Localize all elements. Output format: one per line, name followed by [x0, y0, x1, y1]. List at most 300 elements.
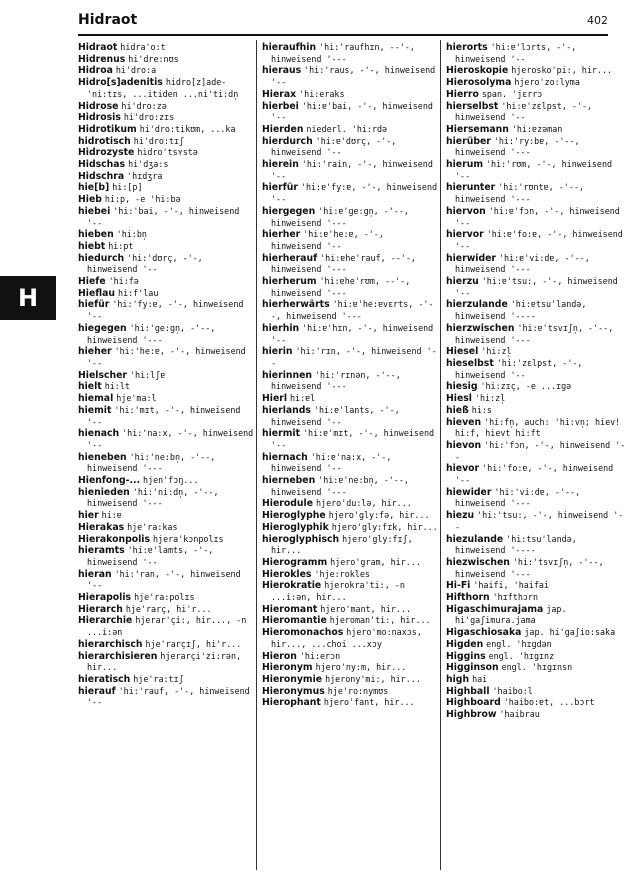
entry-pronunciation: hjero'fant, hir... — [323, 697, 415, 708]
entry-pronunciation: hjeroman'ti:, hir... — [329, 615, 431, 626]
dictionary-entry — [78, 136, 254, 148]
entry-headword: hierauf — [78, 685, 116, 697]
entry-headword: Hieromantie — [262, 615, 327, 627]
dictionary-column-2 — [262, 42, 438, 872]
dictionary-entry — [262, 569, 438, 581]
entry-pronunciation: 'hi:eraks — [299, 88, 345, 99]
page-header — [78, 12, 608, 34]
dictionary-entry — [446, 440, 626, 463]
entry-headword: hiesig — [446, 381, 478, 393]
entry-headword: hierselbst — [446, 100, 499, 112]
entry-pronunciation: 'hi:'tsu:, -'-, hinweisend '-- — [455, 510, 624, 532]
entry-pronunciation: hi'dro:tɪʃ — [133, 135, 185, 146]
entry-pronunciation: 'hi:ɐ'fy:ɐ, -'-, hinweisend '-- — [271, 182, 438, 205]
dictionary-entry — [78, 569, 254, 592]
dictionary-entry — [446, 697, 626, 709]
dictionary-entry — [262, 522, 438, 534]
dictionary-entry — [446, 276, 626, 299]
entry-pronunciation: hje'ra:polɪs — [134, 592, 195, 603]
entry-headword: hierdurch — [262, 135, 313, 147]
dictionary-entry — [446, 651, 626, 663]
entry-headword: Hidroa — [78, 65, 113, 77]
entry-headword: hiezu — [446, 510, 475, 522]
entry-headword: hiezwischen — [446, 556, 510, 568]
entry-headword: Hieroglyphik — [262, 521, 329, 533]
entry-pronunciation: 'hi:'fy:ɐ, -'-, hinweisend '-- — [87, 299, 244, 322]
entry-pronunciation: 'haibrau — [499, 709, 540, 720]
dictionary-entry — [446, 639, 626, 651]
entry-headword: Hierogramm — [262, 556, 328, 568]
dictionary-entry — [78, 475, 254, 487]
dictionary-entry — [262, 229, 438, 252]
entry-headword: hierneben — [262, 475, 316, 487]
entry-headword: hiermit — [262, 428, 301, 440]
entry-pronunciation: hjero'zo:lyma — [514, 77, 580, 88]
entry-headword: Hierden — [262, 123, 304, 135]
entry-pronunciation: hi:[p] — [112, 182, 143, 193]
entry-headword: hieramts — [78, 545, 125, 557]
entry-headword: Hidrose — [78, 100, 119, 112]
entry-headword: Hierophant — [262, 697, 321, 709]
entry-pronunciation: 'haibo:l — [492, 685, 533, 696]
entry-headword: hier — [78, 510, 99, 522]
entry-headword: hierum — [446, 159, 484, 171]
entry-pronunciation: hi:ɐ — [101, 510, 122, 521]
dictionary-entry — [446, 534, 626, 557]
entry-pronunciation: 'hi:ɐ'vi:dɐ, -'--, hinweisend '--- — [455, 252, 590, 275]
dictionary-entry — [446, 674, 626, 686]
entry-pronunciation: 'hi:'rʊntɐ, -'--, hinweisend '--- — [455, 182, 584, 205]
entry-headword: hiebei — [78, 205, 111, 217]
entry-pronunciation: hjero'gly:fɪk, hir... — [331, 521, 438, 532]
entry-pronunciation: 'hi:fə — [108, 276, 139, 287]
dictionary-entry — [446, 101, 626, 124]
entry-headword: Hidrotikum — [78, 123, 137, 135]
entry-headword: hierherwärts — [262, 299, 330, 311]
dictionary-entry — [262, 697, 438, 709]
dictionary-entry — [262, 651, 438, 663]
dictionary-entry — [78, 229, 254, 241]
dictionary-entry — [262, 615, 438, 627]
entry-headword: hierhin — [262, 322, 300, 334]
dictionary-entry — [78, 241, 254, 253]
entry-pronunciation: 'haibo:ɐt, ...bɔrt — [503, 697, 595, 708]
entry-pronunciation: 'hi:'rain, -'-, hinweisend '-- — [271, 159, 433, 181]
dictionary-entry — [262, 393, 438, 405]
entry-pronunciation: 'hi:ɐhe'rauf, --'-, hinweisend '--- — [271, 252, 416, 275]
entry-pronunciation: hjero'mant, hir... — [320, 603, 412, 614]
dictionary-entry — [262, 124, 438, 136]
entry-headword: Hienfong-... — [78, 475, 141, 487]
dictionary-entry — [446, 42, 626, 65]
dictionary-entry — [262, 405, 438, 428]
entry-headword: hierlands — [262, 404, 311, 416]
header-rule — [78, 34, 608, 36]
dictionary-entry — [446, 65, 626, 77]
dictionary-entry — [78, 323, 254, 346]
dictionary-entry — [78, 604, 254, 616]
entry-headword: Hidrenus — [78, 53, 126, 65]
entry-headword: hieß — [446, 404, 469, 416]
dictionary-entry — [262, 42, 438, 65]
dictionary-entry — [446, 592, 626, 604]
entry-headword: hieran — [78, 568, 112, 580]
dictionary-entry — [446, 463, 626, 486]
entry-pronunciation: 'hi:'ran, -'-, hinweisend '-- — [87, 568, 241, 591]
entry-headword: Hieromonachos — [262, 627, 344, 639]
dictionary-entry — [78, 77, 254, 100]
dictionary-entry — [78, 124, 254, 136]
entry-headword: hiezulande — [446, 533, 504, 545]
dictionary-entry — [78, 112, 254, 124]
entry-headword: hierfür — [262, 182, 298, 194]
entry-pronunciation: 'hi:'raus, -'-, hinweisend '-- — [271, 65, 436, 88]
dictionary-entry — [446, 77, 626, 89]
entry-headword: hierein — [262, 159, 299, 171]
dictionary-entry — [78, 206, 254, 229]
entry-pronunciation: jap. hi'gaʃimura.jama — [455, 603, 567, 626]
dictionary-entry — [262, 299, 438, 322]
dictionary-entry — [446, 206, 626, 229]
entry-headword: hieratisch — [78, 673, 131, 685]
entry-headword: Hiefe — [78, 276, 106, 288]
dictionary-entry — [78, 534, 254, 546]
entry-pronunciation: 'hi:'ge:gn̩, -'--, hinweisend '--- — [87, 322, 216, 345]
entry-headword: Hieb — [78, 194, 102, 206]
entry-headword: high — [446, 673, 470, 685]
dictionary-entry — [78, 487, 254, 510]
dictionary-entry — [78, 545, 254, 568]
entry-pronunciation: 'hi:'fɔn, -'-, hinweisend '-- — [455, 439, 626, 462]
entry-headword: hiegegen — [78, 322, 127, 334]
entry-pronunciation: hi'dro:a — [115, 65, 157, 76]
entry-pronunciation: hjero'gly:fɪʃ, hir... — [271, 533, 413, 556]
entry-headword: Hierokratie — [262, 580, 322, 592]
entry-pronunciation: hi'dro:zɪs — [123, 112, 175, 123]
entry-pronunciation: hi:s — [471, 404, 492, 415]
dictionary-entry — [446, 358, 626, 381]
entry-pronunciation: 'hi:zɪç, -e ...ɪgə — [480, 381, 572, 392]
dictionary-entry — [78, 101, 254, 113]
entry-pronunciation: 'hi:ɐ'he:ɐ, -'-, hinweisend '-- — [271, 229, 384, 251]
entry-pronunciation: engl. 'hɪgdən — [486, 638, 552, 649]
entry-headword: Hieronymie — [262, 673, 323, 685]
page-number: 402 — [587, 14, 608, 27]
entry-headword: hierbei — [262, 100, 299, 112]
entry-headword: Higginson — [446, 662, 499, 674]
dictionary-entry — [446, 627, 626, 639]
dictionary-entry — [262, 159, 438, 182]
entry-pronunciation: 'hi:ɐzəman — [511, 123, 563, 134]
entry-pronunciation: 'hi:'zɛlpst, -'-, hinweisend '-- — [455, 357, 583, 380]
entry-headword: hieraufhin — [262, 42, 317, 53]
entry-pronunciation: 'hi:ɐhe'rʊm, --'-, hinweisend '--- — [271, 276, 411, 298]
entry-headword: hiebt — [78, 240, 106, 252]
dictionary-entry — [262, 276, 438, 299]
entry-headword: hiergegen — [262, 205, 316, 217]
dictionary-entry — [262, 253, 438, 276]
entry-pronunciation: hjero'gram, hir... — [330, 556, 421, 567]
entry-pronunciation: 'hi:'ne:bn̩, -'--, hinweisend '--- — [87, 451, 216, 474]
dictionary-entry — [446, 487, 626, 510]
entry-pronunciation: hjerosko'pi:, hir... — [511, 65, 613, 76]
entry-headword: hidrotisch — [78, 135, 131, 147]
entry-headword: hie[b] — [78, 182, 110, 194]
entry-pronunciation: hi'dro:tikʊm, ...ka — [139, 123, 236, 134]
entry-pronunciation: hi:p, -e 'hi:bə — [104, 194, 181, 205]
entry-headword: Highball — [446, 685, 490, 697]
section-letter-tab: H — [0, 276, 56, 320]
entry-pronunciation: 'hi:'rauf, -'-, hinweisend '-- — [87, 685, 250, 708]
entry-headword: Hidraot — [78, 42, 118, 53]
entry-pronunciation: hi'dre:nʊs — [128, 53, 179, 64]
entry-pronunciation: engl. 'hɪgɪnsn — [501, 662, 573, 673]
dictionary-entry — [262, 136, 438, 159]
entry-headword: Hierax — [262, 88, 297, 100]
entry-headword: Hiesl — [446, 393, 472, 405]
dictionary-entry — [262, 346, 438, 369]
entry-headword: hieselbst — [446, 357, 494, 369]
entry-headword: hiewider — [446, 486, 492, 498]
entry-headword: hierorts — [446, 42, 488, 53]
entry-headword: hierzu — [446, 276, 479, 288]
entry-headword: hierinnen — [262, 369, 313, 381]
entry-headword: Highbrow — [446, 709, 497, 721]
entry-pronunciation: 'hi:'ry:bɐ, -'--, hinweisend '--- — [455, 135, 580, 158]
dictionary-entry — [78, 428, 254, 451]
entry-pronunciation: 'hi:'ni:dn̩, -'--, hinweisend '--- — [87, 486, 219, 509]
entry-headword: Highboard — [446, 697, 501, 709]
entry-headword: Hiersemann — [446, 123, 509, 135]
column-divider — [256, 40, 257, 870]
entry-headword: hierherauf — [262, 252, 318, 264]
entry-headword: Hierosolyma — [446, 77, 512, 89]
entry-pronunciation: hje'ro:nymʊs — [327, 685, 389, 696]
entry-headword: Hierapolis — [78, 592, 132, 604]
dictionary-entry — [78, 393, 254, 405]
dictionary-entry — [446, 417, 626, 440]
dictionary-entry — [446, 686, 626, 698]
entry-headword: Hidschra — [78, 170, 125, 182]
entry-pronunciation: 'haifi, 'haifai — [473, 580, 549, 591]
entry-headword: Hierro — [446, 88, 479, 100]
entry-pronunciation: hjero'ny:m, hir... — [315, 662, 407, 673]
entry-pronunciation: 'hi:ɐ'na:x, -'-, hinweisend '-- — [271, 451, 392, 474]
entry-headword: hiemal — [78, 393, 114, 405]
dictionary-entry — [446, 393, 626, 405]
entry-pronunciation: 'hi:ɐ'lants, -'-, hinweisend '-- — [271, 404, 400, 427]
entry-headword: hielt — [78, 381, 102, 393]
dictionary-entry — [78, 592, 254, 604]
entry-headword: hierarchisieren — [78, 650, 158, 662]
entry-headword: hierarchisch — [78, 638, 143, 650]
entry-pronunciation: niederl. 'hi:rdə — [306, 123, 388, 134]
entry-pronunciation: 'hi:fn̩, auch: 'hi:vn̩; hiev! hi:f, hievt hi:ft — [455, 416, 621, 439]
entry-pronunciation: 'hi:'he:ɐ, -'-, hinweisend '-- — [87, 346, 246, 368]
entry-pronunciation: hje'ra:tɪʃ — [133, 673, 184, 684]
entry-headword: hiervon — [446, 205, 486, 217]
entry-pronunciation: hje'ra:kas — [127, 521, 178, 532]
entry-pronunciation: 'hi:ɐ'tsu:, -'-, hinweisend '-- — [455, 276, 618, 298]
entry-pronunciation: hjen'fɔŋ... — [143, 475, 199, 486]
entry-headword: hierin — [262, 346, 293, 358]
entry-headword: hienach — [78, 428, 120, 440]
entry-headword: Hierokles — [262, 568, 312, 580]
entry-headword: Higgins — [446, 650, 486, 662]
dictionary-entry — [78, 288, 254, 300]
dictionary-entry — [446, 229, 626, 252]
entry-pronunciation: 'hi:'raufhɪn, --'-, hinweisend '--- — [271, 42, 415, 64]
dictionary-entry — [78, 405, 254, 428]
entry-headword: hiemit — [78, 404, 112, 416]
dictionary-entry — [262, 206, 438, 229]
entry-pronunciation: span. 'jɛrrɔ — [481, 88, 543, 99]
dictionary-entry — [262, 580, 438, 603]
dictionary-entry — [78, 615, 254, 638]
entry-headword: Hidrozyste — [78, 147, 135, 159]
entry-pronunciation: 'hi:lʃɐ — [129, 369, 166, 380]
entry-pronunciation: hi:ɐl — [290, 393, 316, 404]
entry-pronunciation: hje'rarç, hi'r... — [125, 603, 212, 614]
dictionary-entry — [262, 475, 438, 498]
dictionary-entry — [78, 651, 254, 674]
entry-headword: hieben — [78, 229, 114, 241]
entry-headword: hierunter — [446, 182, 496, 194]
entry-headword: Hierarch — [78, 603, 123, 615]
entry-headword: hieher — [78, 346, 112, 358]
dictionary-entry — [262, 452, 438, 475]
dictionary-entry — [446, 510, 626, 533]
dictionary-entry — [78, 276, 254, 288]
entry-pronunciation: 'hje:rokles — [314, 568, 370, 579]
entry-pronunciation: 'hi:bn̩ — [116, 229, 147, 240]
entry-headword: hieven — [446, 416, 482, 428]
dictionary-entry — [262, 534, 438, 557]
dictionary-entry — [446, 405, 626, 417]
entry-headword: Hierl — [262, 393, 288, 405]
entry-headword: Hieronymus — [262, 685, 325, 697]
dictionary-entry — [78, 42, 254, 54]
entry-pronunciation: 'hi:'tsvɪʃn̩, -'--, hinweisend '--- — [455, 556, 604, 579]
entry-headword: Hieronym — [262, 662, 313, 674]
dictionary-entry — [446, 136, 626, 159]
entry-pronunciation: jap. hi'gaʃio:saka — [524, 627, 616, 638]
dictionary-entry — [446, 159, 626, 182]
dictionary-entry — [446, 124, 626, 136]
dictionary-entry — [262, 89, 438, 101]
dictionary-entry — [78, 686, 254, 709]
entry-pronunciation: 'hi:'bai, -'-, hinweisend '-- — [87, 205, 240, 228]
entry-headword: hiervor — [446, 229, 484, 241]
dictionary-entry — [78, 346, 254, 369]
entry-headword: hienieden — [78, 486, 130, 498]
entry-pronunciation: 'hi:ɐ'mɪt, -'-, hinweisend '-- — [271, 428, 435, 450]
entry-pronunciation: hjera'kɔnpolɪs — [153, 533, 224, 544]
entry-pronunciation: 'hi:erɔn — [299, 650, 341, 661]
entry-headword: Hierakonpolis — [78, 533, 151, 545]
entry-pronunciation: 'hi:'fo:ɐ, -'-, hinweisend '-- — [455, 463, 614, 486]
dictionary-entry — [262, 65, 438, 88]
entry-pronunciation: hjero'mo:naxɔs, hir..., ...choi ...xɔy — [271, 627, 422, 649]
dictionary-entry — [78, 159, 254, 171]
page-title: Hidraot — [78, 12, 138, 28]
dictionary-entry — [262, 182, 438, 205]
dictionary-entry — [446, 182, 626, 205]
entry-headword: Hieroskopie — [446, 65, 509, 77]
entry-headword: Hiesel — [446, 346, 479, 358]
dictionary-entry — [446, 299, 626, 322]
dictionary-entry — [262, 686, 438, 698]
entry-headword: Hieflau — [78, 287, 116, 299]
entry-headword: hierüber — [446, 135, 491, 147]
entry-pronunciation: 'hi:ɐ'hɪn, -'-, hinweisend '-- — [271, 322, 434, 345]
entry-headword: hierwider — [446, 252, 497, 264]
entry-headword: hiernach — [262, 451, 308, 463]
entry-headword: Hieron — [262, 650, 297, 662]
column-divider — [440, 40, 441, 870]
dictionary-entry — [78, 171, 254, 183]
entry-pronunciation: 'hi:'rɪnən, -'--, hinweisend '--- — [271, 369, 401, 392]
entry-pronunciation: hjerony'mi:, hir... — [325, 673, 421, 684]
entry-headword: hieroglyphisch — [262, 533, 340, 545]
entry-headword: hieraus — [262, 65, 302, 77]
entry-pronunciation: engl. 'hɪgɪnz — [488, 650, 555, 661]
entry-pronunciation: 'hi:ɐ'ge:gn̩, -'--, hinweisend '--- — [271, 205, 409, 228]
dictionary-entry — [78, 299, 254, 322]
entry-pronunciation: hjerokra'ti:, -n ...i:ən, hir... — [271, 580, 405, 603]
entry-pronunciation: 'hi:ɐ'bai, -'-, hinweisend '-- — [271, 100, 433, 123]
entry-headword: Hierakas — [78, 521, 125, 533]
entry-headword: hieneben — [78, 451, 127, 463]
entry-pronunciation: 'hi:ɐ'fo:ɐ, -'-, hinweisend '-- — [455, 229, 623, 251]
entry-headword: hievor — [446, 463, 480, 475]
dictionary-entry — [78, 54, 254, 66]
dictionary-entry — [78, 674, 254, 686]
entry-pronunciation: 'hi:'dʊrç, -'-, hinweisend '-- — [87, 252, 203, 275]
dictionary-entry — [446, 89, 626, 101]
entry-headword: Hierarchie — [78, 615, 133, 627]
entry-pronunciation: hi:pt — [108, 240, 134, 251]
entry-headword: Higden — [446, 638, 484, 650]
entry-headword: hierher — [262, 229, 301, 241]
entry-pronunciation: hje'rarçɪʃ, hi'r... — [145, 638, 242, 649]
entry-headword: Hielscher — [78, 369, 128, 381]
entry-headword: Hidrosis — [78, 112, 121, 124]
dictionary-column-1 — [78, 42, 254, 872]
dictionary-entry — [262, 498, 438, 510]
dictionary-entry — [446, 557, 626, 580]
dictionary-entry — [78, 381, 254, 393]
entry-pronunciation: 'hɪdʒra — [127, 170, 163, 181]
entry-headword: hierzulande — [446, 299, 508, 311]
entry-pronunciation: hjerar'çi:, hir..., -n ...i:ən — [87, 615, 247, 638]
entry-pronunciation: hi'dro:zə — [121, 100, 167, 111]
dictionary-entry — [262, 604, 438, 616]
entry-pronunciation: 'hi:'mɪt, -'-, hinweisend '-- — [87, 404, 241, 427]
entry-pronunciation: 'hi:zl̩ — [481, 346, 512, 357]
entry-pronunciation: hi:lt — [104, 381, 130, 392]
entry-pronunciation: hjero'du:lə, hir... — [315, 498, 412, 509]
entry-pronunciation: 'hi:ɐ'zɛlpst, -'-, hinweisend '-- — [455, 100, 593, 123]
dictionary-entry — [446, 346, 626, 358]
dictionary-entry — [446, 709, 626, 721]
entry-pronunciation: 'hi:ɐ'he:ɐvɛrts, -'--, hinweisend '--- — [271, 299, 434, 322]
entry-headword: Hierodule — [262, 498, 314, 510]
entry-pronunciation: hai — [472, 673, 488, 684]
entry-headword: Hieroglyphe — [262, 510, 326, 522]
entry-headword: hierzwischen — [446, 322, 515, 334]
entry-headword: Hidro[s]adenitis — [78, 77, 163, 89]
